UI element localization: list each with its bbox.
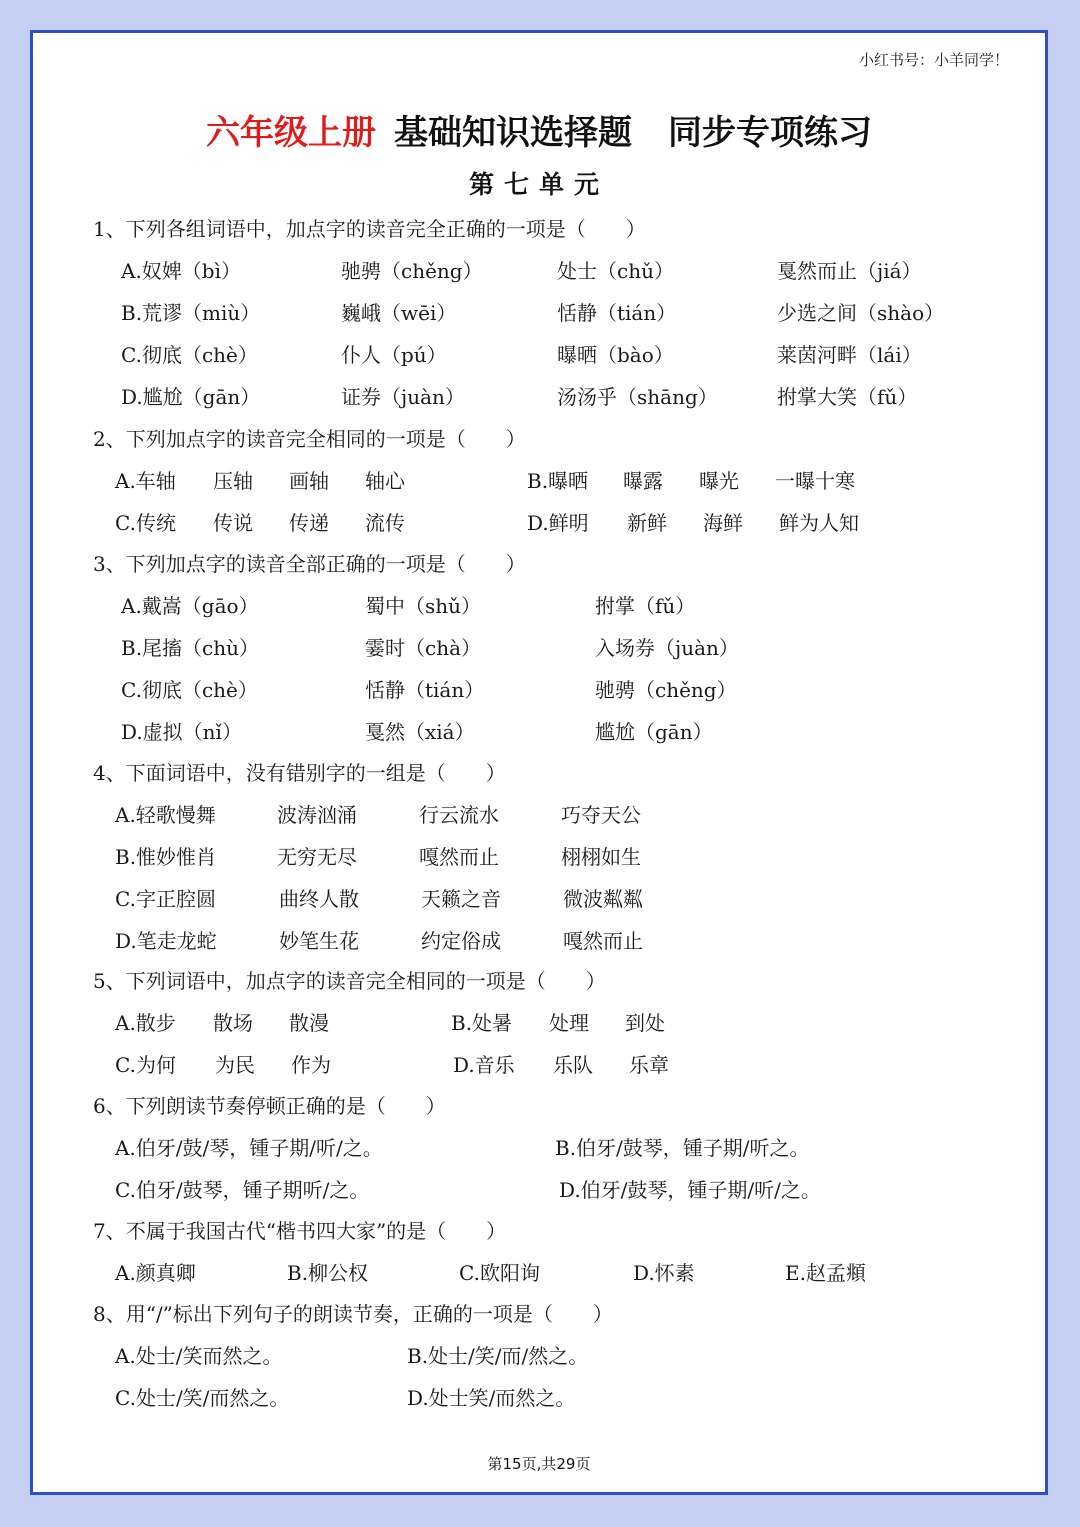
q2-option-b-4: 一曝十寒 bbox=[775, 469, 855, 493]
q2-option-a-2: 压轴 bbox=[213, 469, 253, 493]
watermark: 小红书号：小羊同学！ bbox=[858, 51, 1009, 69]
q6-option-a: A.伯牙/鼓/琴，锺子期/听/之。 bbox=[115, 1136, 383, 1160]
q4-option-b-1: B.惟妙惟肖 bbox=[115, 845, 217, 869]
q5-option-c-2: 为民 bbox=[215, 1053, 255, 1077]
q1-option-a-3: 处士（chǔ） bbox=[557, 259, 674, 283]
q2-option-a-4: 轴心 bbox=[365, 469, 405, 493]
q7-option-a: A.颜真卿 bbox=[115, 1261, 196, 1285]
q5-option-d-3: 乐章 bbox=[629, 1053, 669, 1077]
q5-option-a-3: 散漫 bbox=[289, 1011, 329, 1035]
q1-option-a-1: A.奴婢（bì） bbox=[121, 259, 241, 283]
q2-option-d-3: 海鲜 bbox=[703, 511, 743, 535]
q1-option-d-2: 证券（juàn） bbox=[341, 385, 465, 409]
q2-option-a-3: 画轴 bbox=[289, 469, 329, 493]
q4-option-c-2: 曲终人散 bbox=[279, 887, 359, 911]
q2-option-d-4: 鲜为人知 bbox=[779, 511, 859, 535]
q2-option-b-3: 曝光 bbox=[699, 469, 739, 493]
q2-option-c-1: C.传统 bbox=[115, 511, 176, 535]
q4-option-a-2: 波涛汹涌 bbox=[277, 803, 357, 827]
q3-option-a-3: 拊掌（fǔ） bbox=[595, 594, 696, 618]
question-3: 3、下列加点字的读音全部正确的一项是（ ） bbox=[93, 552, 526, 576]
q1-option-a-4: 戛然而止（jiá） bbox=[777, 259, 922, 283]
q8-option-d: D.处士笑/而然之。 bbox=[407, 1386, 576, 1410]
q1-option-d-3: 汤汤乎（shāng） bbox=[557, 385, 718, 409]
q4-option-c-3: 天籁之音 bbox=[421, 887, 501, 911]
q1-option-b-3: 恬静（tián） bbox=[557, 301, 677, 325]
q1-option-a-2: 驰骋（chěng） bbox=[341, 259, 483, 283]
title-grade: 六年级上册 bbox=[206, 113, 376, 153]
q3-option-b-1: B.尾搐（chù） bbox=[121, 636, 260, 660]
q2-option-b-2: 曝露 bbox=[623, 469, 663, 493]
q4-option-c-1: C.字正腔圆 bbox=[115, 887, 216, 911]
q5-option-d-2: 乐队 bbox=[553, 1053, 593, 1077]
title-topic: 基础知识选择题 bbox=[394, 113, 632, 153]
q4-option-b-3: 嘎然而止 bbox=[419, 845, 499, 869]
q4-option-b-4: 栩栩如生 bbox=[561, 845, 641, 869]
q6-option-b: B.伯牙/鼓琴，锺子期/听之。 bbox=[555, 1136, 810, 1160]
q7-option-e: E.赵孟頫 bbox=[785, 1261, 866, 1285]
q5-option-c-1: C.为何 bbox=[115, 1053, 176, 1077]
q4-option-b-2: 无穷无尽 bbox=[277, 845, 357, 869]
q6-option-d: D.伯牙/鼓琴，锺子期/听/之。 bbox=[559, 1178, 821, 1202]
q3-option-d-1: D.虚拟（nǐ） bbox=[121, 720, 242, 744]
q1-option-c-4: 莱茵河畔（lái） bbox=[777, 343, 922, 367]
q4-option-c-4: 微波粼粼 bbox=[563, 887, 643, 911]
q3-option-d-3: 尴尬（gān） bbox=[595, 720, 713, 744]
q7-option-c: C.欧阳询 bbox=[459, 1261, 540, 1285]
question-7: 7、不属于我国古代“楷书四大家”的是（ ） bbox=[93, 1219, 507, 1243]
worksheet-page bbox=[30, 30, 1048, 1495]
question-5: 5、下列词语中，加点字的读音完全相同的一项是（ ） bbox=[93, 969, 606, 993]
q1-option-c-1: C.彻底（chè） bbox=[121, 343, 258, 367]
page-number: 第15页,共29页 bbox=[487, 1455, 591, 1473]
q4-option-d-4: 嘎然而止 bbox=[563, 929, 643, 953]
q2-option-c-4: 流传 bbox=[365, 511, 405, 535]
q5-option-a-2: 散场 bbox=[213, 1011, 253, 1035]
q3-option-c-1: C.彻底（chè） bbox=[121, 678, 258, 702]
title-practice: 同步专项练习 bbox=[668, 113, 872, 153]
q4-option-d-1: D.笔走龙蛇 bbox=[115, 929, 217, 953]
q5-option-a-1: A.散步 bbox=[115, 1011, 176, 1035]
q4-option-d-3: 约定俗成 bbox=[421, 929, 501, 953]
q7-option-b: B.柳公权 bbox=[287, 1261, 369, 1285]
q3-option-d-2: 戛然（xiá） bbox=[365, 720, 475, 744]
q2-option-c-3: 传递 bbox=[289, 511, 329, 535]
q5-option-b-1: B.处暑 bbox=[451, 1011, 513, 1035]
q8-option-a: A.处士/笑而然之。 bbox=[115, 1344, 283, 1368]
q3-option-a-2: 蜀中（shǔ） bbox=[365, 594, 482, 618]
q2-option-c-2: 传说 bbox=[213, 511, 253, 535]
question-4: 4、下面词语中，没有错别字的一组是（ ） bbox=[93, 761, 506, 785]
q5-option-b-2: 处理 bbox=[549, 1011, 589, 1035]
q1-option-d-1: D.尴尬（gān） bbox=[121, 385, 261, 409]
q3-option-a-1: A.戴嵩（gāo） bbox=[121, 594, 259, 618]
q3-option-c-2: 恬静（tián） bbox=[365, 678, 485, 702]
q1-option-b-2: 巍峨（wēi） bbox=[341, 301, 457, 325]
page-title bbox=[33, 105, 1045, 154]
unit-heading: 第七单元 bbox=[468, 170, 609, 199]
q4-option-a-1: A.轻歌慢舞 bbox=[115, 803, 216, 827]
q1-option-c-3: 曝晒（bào） bbox=[557, 343, 674, 367]
question-2: 2、下列加点字的读音完全相同的一项是（ ） bbox=[93, 427, 526, 451]
q8-option-b: B.处士/笑/而/然之。 bbox=[407, 1344, 589, 1368]
q3-option-b-3: 入场券（juàn） bbox=[595, 636, 739, 660]
question-8: 8、用“/”标出下列句子的朗读节奏，正确的一项是（ ） bbox=[93, 1302, 613, 1326]
question-1: 1、下列各组词语中，加点字的读音完全正确的一项是（ ） bbox=[93, 217, 646, 241]
q2-option-b-1: B.曝晒 bbox=[527, 469, 589, 493]
q2-option-d-2: 新鲜 bbox=[627, 511, 667, 535]
q5-option-d-1: D.音乐 bbox=[453, 1053, 515, 1077]
q1-option-b-4: 少选之间（shào） bbox=[777, 301, 945, 325]
q3-option-c-3: 驰骋（chěng） bbox=[595, 678, 737, 702]
q8-option-c: C.处士/笑/而然之。 bbox=[115, 1386, 290, 1410]
q5-option-b-3: 到处 bbox=[625, 1011, 665, 1035]
q2-option-a-1: A.车轴 bbox=[115, 469, 176, 493]
q1-option-b-1: B.荒谬（miù） bbox=[121, 301, 261, 325]
q7-option-d: D.怀素 bbox=[633, 1261, 695, 1285]
q1-option-d-4: 拊掌大笑（fǔ） bbox=[777, 385, 918, 409]
question-6: 6、下列朗读节奏停顿正确的是（ ） bbox=[93, 1094, 446, 1118]
q6-option-c: C.伯牙/鼓琴，锺子期听/之。 bbox=[115, 1178, 370, 1202]
q5-option-c-3: 作为 bbox=[291, 1053, 331, 1077]
q4-option-a-4: 巧夺天公 bbox=[561, 803, 641, 827]
q4-option-a-3: 行云流水 bbox=[419, 803, 499, 827]
q2-option-d-1: D.鲜明 bbox=[527, 511, 589, 535]
q1-option-c-2: 仆人（pú） bbox=[341, 343, 447, 367]
q3-option-b-2: 霎时（chà） bbox=[365, 636, 482, 660]
q4-option-d-2: 妙笔生花 bbox=[279, 929, 359, 953]
